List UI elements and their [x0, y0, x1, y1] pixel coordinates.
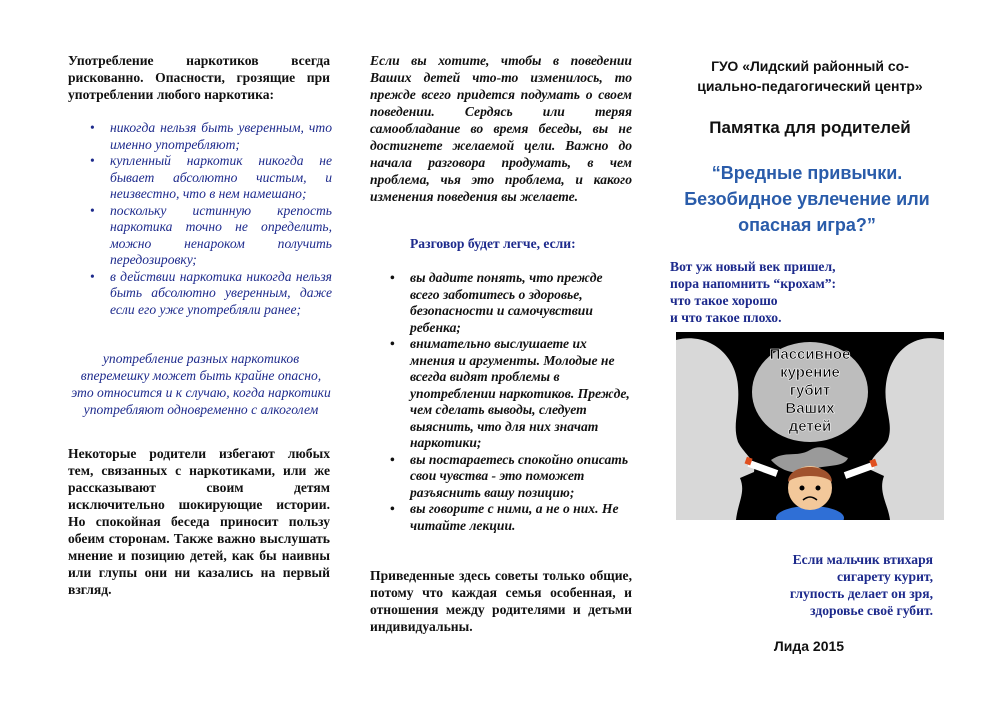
- closing-paragraph: Приведенные здесь советы только общие, потому что каждая семья особенная, и отношения между родителями и детьми индивидуальны.: [370, 568, 632, 634]
- brochure-subtitle: [662, 160, 952, 238]
- poster-line: Пассивное: [769, 346, 851, 363]
- boy-eye-right: [816, 486, 821, 491]
- organization-name: [675, 56, 945, 96]
- memo-title: Памятка для родителей: [709, 118, 911, 137]
- list-item: • вы дадите понять, что прежде всего заботитесь о здоровье, безопасности и самочувствии ребенка;: [390, 270, 632, 336]
- place-and-year: Лида 2015: [773, 638, 845, 654]
- poem-line: пора напомнить “крохам”:: [670, 276, 837, 291]
- intro-paragraph: Употребление наркотиков всегда рискованно. Опасности, грозящие при употреблении любого наркотика:: [68, 53, 330, 102]
- parents-paragraph: Некоторые родители избегают любых тем, связанных с наркотиками, или же рассказывают своим детям исключительно шокирующие истории. Но спокойная беседа приносит пользу обеим сторонам. Также важно выслушать мнение и позицию детей, как бы наивны или глупы они ни казались на первый взгляд.: [68, 446, 330, 597]
- subtitle-line: “Вредные привычки.: [711, 163, 903, 183]
- poem-intro: [670, 258, 950, 326]
- subtitle-line: Безобидное увлечение или: [684, 189, 930, 209]
- talk-heading: Разговор будет легче, если:: [410, 236, 576, 251]
- list-item: • в действии наркотика никогда нельзя быть абсолютно уверенным, даже если его уже употребляли ранее;: [90, 269, 332, 319]
- poem-line: Вот уж новый век пришел,: [670, 259, 836, 274]
- list-item: • поскольку истинную крепость наркотика точно не определить, можно ненароком получить передозировку;: [90, 203, 332, 269]
- poem-line: глупость делает он зря,: [789, 586, 933, 601]
- list-item: • вы постараетесь спокойно описать свои чувства - это поможет разъяснить вашу позицию;: [390, 452, 632, 502]
- org-line: циально-педагогический центр»: [697, 78, 923, 94]
- subtitle-line: опасная игра?”: [738, 215, 876, 235]
- poster-line: губит: [789, 382, 831, 399]
- poem-line: что такое хорошо: [670, 293, 778, 308]
- poem-line: Если мальчик втихаря: [792, 552, 933, 567]
- passive-smoking-poster: [676, 332, 944, 520]
- boy-eye-left: [800, 486, 805, 491]
- list-item: • купленный наркотик никогда не бывает абсолютно чистым, и неизвестно, что в нем намешано;: [90, 153, 332, 203]
- list-item: • никогда нельзя быть уверенным, что именно употребляют;: [90, 120, 332, 153]
- poster-illustration: [676, 332, 944, 520]
- poem-line: сигарету курит,: [836, 569, 933, 584]
- list-item: • вы говорите с ними, а не о них. Не читайте лекции.: [390, 501, 632, 534]
- poster-line: курение: [780, 364, 840, 381]
- org-line: ГУО «Лидский районный со-: [711, 58, 909, 74]
- talk-tips-list: [390, 270, 632, 534]
- change-paragraph: Если вы хотите, чтобы в поведении Ваших детей что-то изменилось, то прежде всего придется подумать о своем поведении. Сердясь или теряя самообладание во время беседы, вы не достигнете желаемой цели. Важно до начала разговора продумать, в чем проблема, чья это проблема, и какого изменения поведения вы желаете.: [370, 53, 632, 204]
- dangers-list: [90, 120, 332, 318]
- poem-line: здоровье своё губит.: [810, 603, 933, 618]
- poster-line: детей: [788, 418, 832, 435]
- mixing-note: употребление разных наркотиков вперемешку может быть крайне опасно, это относится и к случаю, когда наркотики употребляют одновременно с алкоголем: [71, 351, 331, 417]
- list-item: • внимательно выслушаете их мнения и аргументы. Молодые не всегда видят проблемы в употреблении наркотиков. Прежде, чем сделать выводы, следует выяснить, что для них значат наркотики;: [390, 336, 632, 452]
- poster-line: Ваших: [785, 400, 835, 417]
- poem-outro: [675, 551, 933, 619]
- poem-line: и что такое плохо.: [670, 310, 782, 325]
